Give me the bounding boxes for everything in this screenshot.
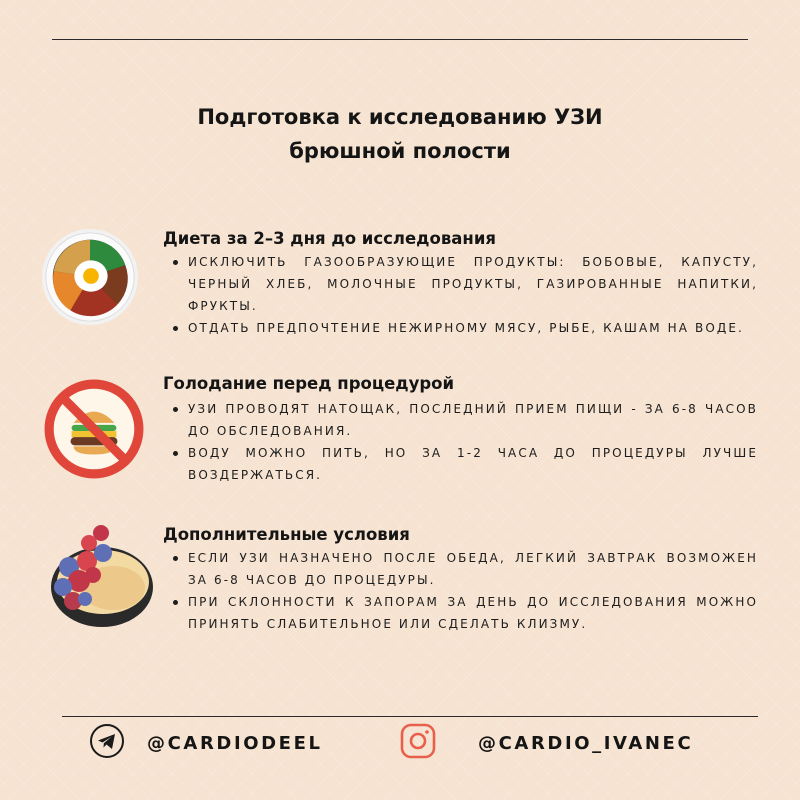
bullet-list [171, 547, 758, 635]
section-heading: Дополнительные условия [163, 525, 410, 544]
page-title [0, 100, 800, 168]
food-bowl-icon [41, 228, 139, 330]
instagram-link[interactable] [400, 725, 693, 761]
berry-bowl-icon [47, 525, 157, 639]
instagram-icon [400, 723, 436, 763]
list-item: УЗИ ПРОВОДЯТ НАТОЩАК, ПОСЛЕДНИЙ ПРИЕМ ПИЩИ - ЗА 6-8 ЧАСОВ ДО ОБСЛЕДОВАНИЯ. [171, 398, 758, 442]
section-heading: Диета за 2–3 дня до исследования [163, 229, 496, 248]
list-item: ПРИ СКЛОННОСТИ К ЗАПОРАМ ЗА ДЕНЬ ДО ИССЛЕДОВАНИЯ МОЖНО ПРИНЯТЬ СЛАБИТЕЛЬНОЕ ИЛИ СДЕЛАТЬ КЛИЗМУ. [171, 591, 758, 635]
list-item: ИСКЛЮЧИТЬ ГАЗООБРАЗУЮЩИЕ ПРОДУКТЫ: БОБОВЫЕ, КАПУСТУ, ЧЕРНЫЙ ХЛЕБ, МОЛОЧНЫЕ ПРОДУКТЫ, ГАЗИРОВАННЫЕ НАПИТКИ, ФРУКТЫ. [171, 251, 758, 317]
no-burger-icon [43, 378, 145, 484]
section-heading: Голодание перед процедурой [163, 374, 455, 393]
bullet-list [171, 251, 758, 339]
telegram-handle: @CARDIODEEL [147, 732, 323, 754]
bottom-divider [62, 716, 758, 717]
page-title-line-1: Подготовка к исследованию УЗИ [197, 105, 603, 129]
instagram-handle: @CARDIO_IVANEC [478, 732, 694, 754]
top-divider [52, 39, 748, 40]
page-title-line-2: брюшной полости [289, 139, 511, 163]
telegram-icon [89, 723, 125, 763]
list-item: ВОДУ МОЖНО ПИТЬ, НО ЗА 1-2 ЧАСА ДО ПРОЦЕДУРЫ ЛУЧШЕ ВОЗДЕРЖАТЬСЯ. [171, 442, 758, 486]
bullet-list [171, 398, 758, 486]
list-item: ОТДАТЬ ПРЕДПОЧТЕНИЕ НЕЖИРНОМУ МЯСУ, РЫБЕ, КАШАМ НА ВОДЕ. [171, 317, 758, 339]
list-item: ЕСЛИ УЗИ НАЗНАЧЕНО ПОСЛЕ ОБЕДА, ЛЕГКИЙ ЗАВТРАК ВОЗМОЖЕН ЗА 6-8 ЧАСОВ ДО ПРОЦЕДУРЫ. [171, 547, 758, 591]
telegram-link[interactable] [89, 725, 323, 761]
